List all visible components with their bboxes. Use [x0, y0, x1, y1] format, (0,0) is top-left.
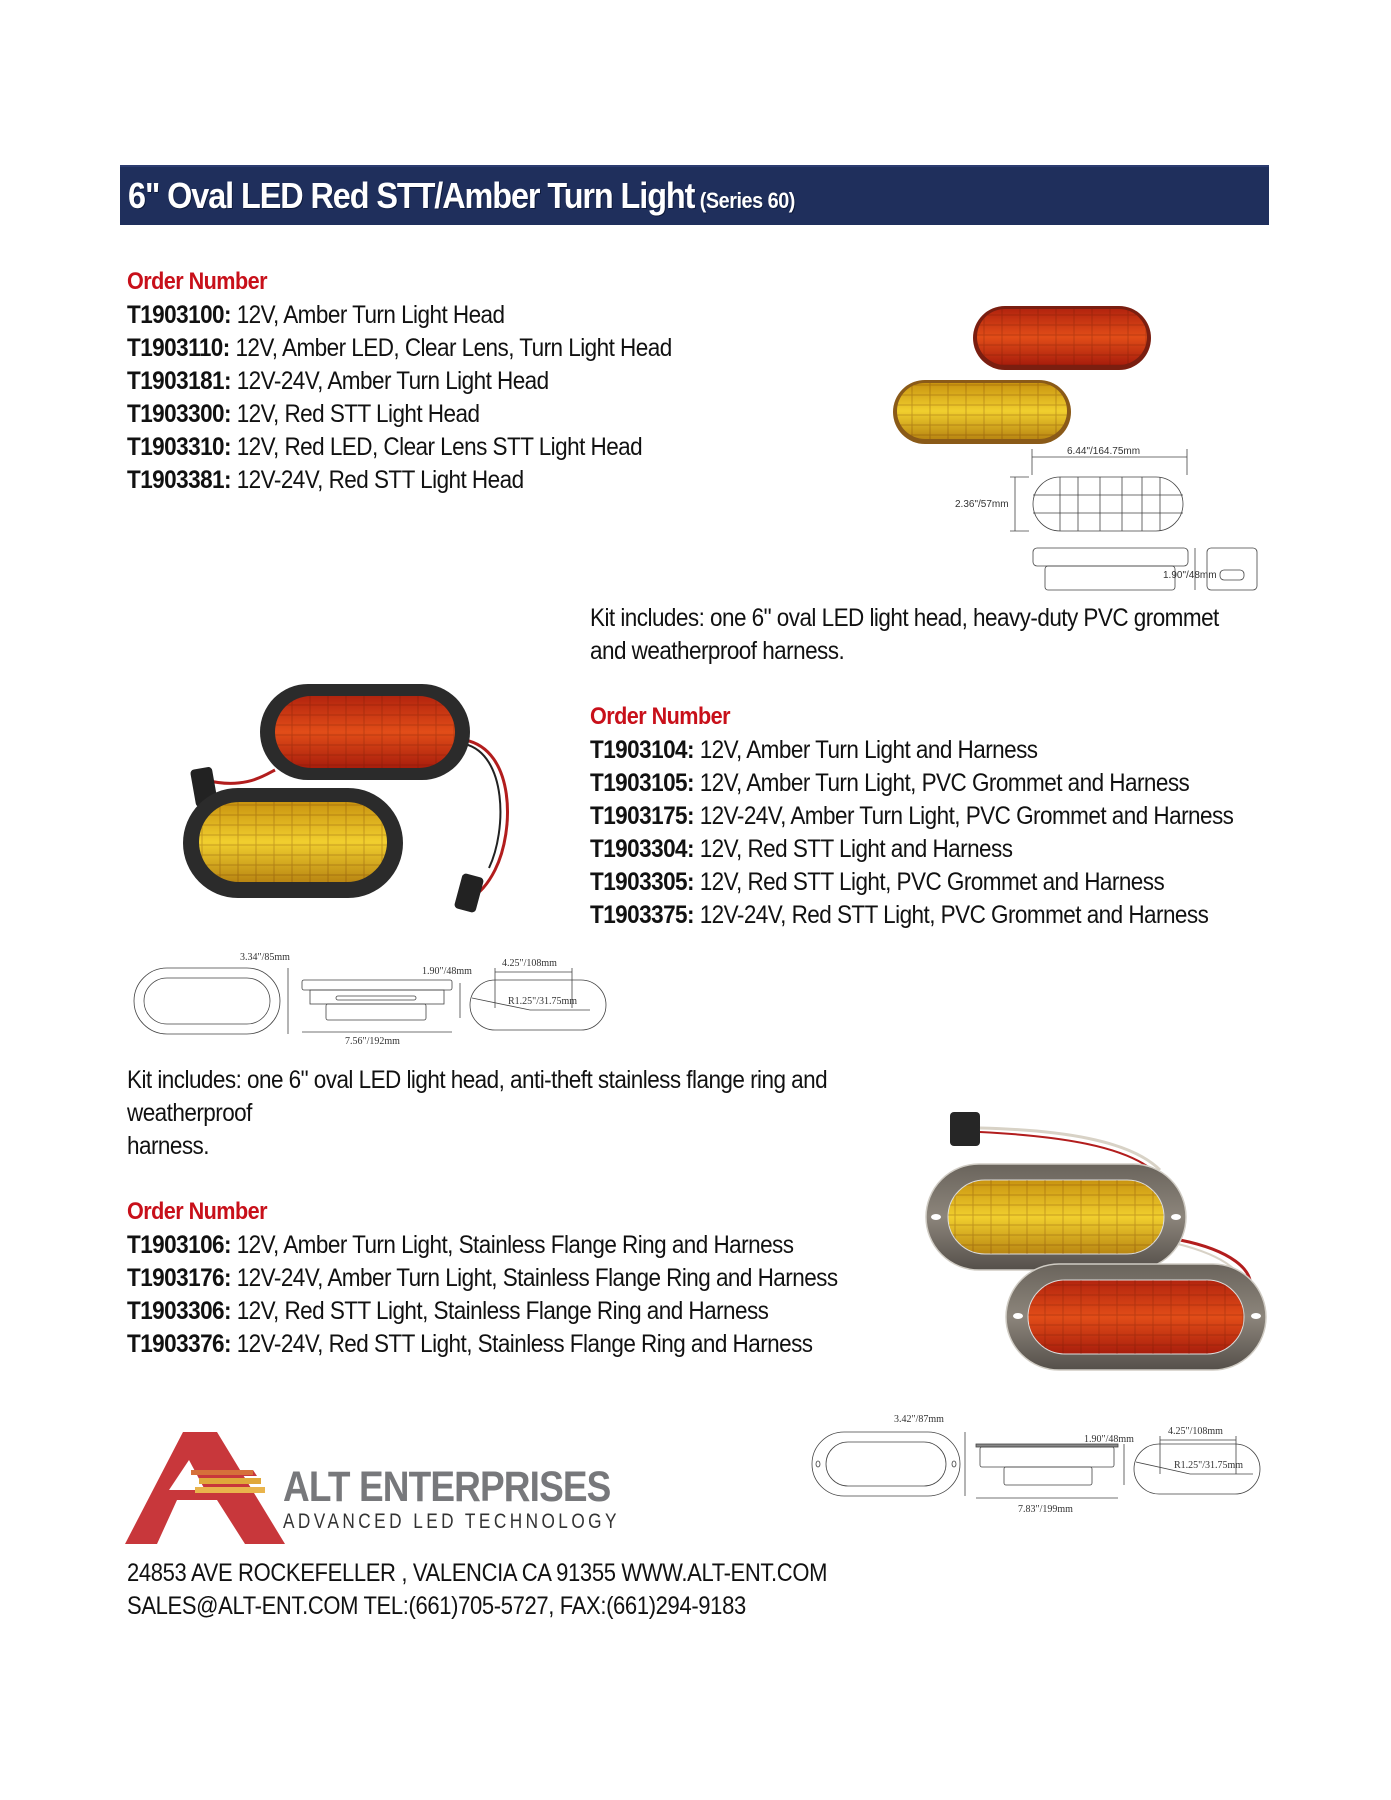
dimension-drawing-flange [808, 1408, 1268, 1518]
drawing-height-label: 2.36"/57mm [955, 499, 1009, 510]
page-title-bar [120, 165, 1269, 225]
order-code: T1903110: [127, 334, 230, 362]
drawing-depth-label: 1.90"/48mm [1163, 570, 1217, 581]
drawing-length-label: 7.56"/192mm [345, 1036, 400, 1047]
drawing-depth-label: 1.90"/48mm [422, 966, 472, 977]
order-desc: 12V-24V, Red STT Light Head [230, 466, 524, 494]
drawing-height-label: 3.34"/85mm [240, 952, 290, 963]
order-desc: 12V-24V, Amber Turn Light Head [230, 367, 549, 395]
order-desc: 12V, Red STT Light and Harness [693, 835, 1013, 863]
kit-description-line: and weatherproof harness. [590, 637, 845, 665]
order-code: T1903100: [127, 301, 231, 329]
company-contact: SALES@ALT-ENT.COM TEL:(661)705-5727, FAX:(661)294-9183 [127, 1592, 746, 1620]
drawing-span-label: 4.25"/108mm [1168, 1426, 1223, 1437]
order-desc: 12V-24V, Red STT Light, PVC Grommet and Harness [693, 901, 1209, 929]
company-name: ALT ENTERPRISES [283, 1463, 611, 1511]
order-code: T1903175: [590, 802, 694, 830]
page-title [128, 175, 795, 217]
order-item [590, 800, 1233, 833]
order-desc: 12V, Amber Turn Light Head [230, 301, 505, 329]
order-code: T1903381: [127, 466, 231, 494]
drawing-length-label: 7.83"/199mm [1018, 1504, 1073, 1515]
order-item [590, 833, 1233, 866]
company-logo-text [283, 1463, 694, 1534]
product-photo-flange-kit [910, 1100, 1280, 1390]
order-code: T1903176: [127, 1264, 231, 1292]
drawing-height-label: 3.42"/87mm [894, 1414, 944, 1425]
order-desc: 12V, Red STT Light, Stainless Flange Ring and Harness [230, 1297, 769, 1325]
order-code: T1903105: [590, 769, 694, 797]
order-item [590, 899, 1233, 932]
order-code: T1903305: [590, 868, 694, 896]
order-item [127, 431, 672, 464]
order-item [127, 299, 672, 332]
company-tagline: ADVANCED LED TECHNOLOGY [283, 1510, 620, 1533]
order-item [127, 1295, 838, 1328]
order-number-heading: Order Number [127, 1198, 267, 1225]
order-code: T1903306: [127, 1297, 231, 1325]
alt-logo-icon [125, 1432, 295, 1544]
order-desc: 12V, Red STT Light Head [230, 400, 480, 428]
section2-kit-description [590, 602, 1289, 668]
dimension-drawing-head [955, 445, 1275, 595]
order-code: T1903375: [590, 901, 694, 929]
section3-kit-description [127, 1064, 905, 1163]
order-list [590, 734, 1305, 932]
drawing-radius-label: R1.25"/31.75mm [508, 996, 578, 1007]
order-desc: 12V-24V, Red STT Light, Stainless Flange Ring and Harness [230, 1330, 813, 1358]
kit-description-line: Kit includes: one 6" oval LED light head, heavy-duty PVC grommet [590, 604, 1219, 632]
order-code: T1903304: [590, 835, 694, 863]
order-code: T1903310: [127, 433, 231, 461]
order-code: T1903376: [127, 1330, 231, 1358]
order-item [127, 365, 672, 398]
order-list [127, 299, 732, 497]
section1-orders [127, 268, 732, 497]
order-item [590, 866, 1233, 899]
section3-orders [127, 1198, 917, 1361]
order-number-heading: Order Number [127, 268, 267, 295]
order-list [127, 1229, 917, 1361]
order-desc: 12V, Red LED, Clear Lens STT Light Head [230, 433, 643, 461]
order-code: T1903106: [127, 1231, 231, 1259]
drawing-width-label: 6.44"/164.75mm [1067, 446, 1141, 457]
order-number-heading: Order Number [590, 703, 730, 730]
title-series: (Series 60) [699, 188, 795, 213]
product-photo-grommet-kit [175, 680, 545, 920]
dimension-drawing-grommet [130, 938, 620, 1048]
order-item [127, 1262, 838, 1295]
order-item [127, 1229, 838, 1262]
order-desc: 12V, Amber LED, Clear Lens, Turn Light Head [229, 334, 672, 362]
order-desc: 12V, Amber Turn Light and Harness [693, 736, 1038, 764]
order-code: T1903104: [590, 736, 694, 764]
order-item [127, 464, 672, 497]
order-item [590, 734, 1233, 767]
drawing-radius-label: R1.25"/31.75mm [1174, 1460, 1244, 1471]
product-photo-light-heads [885, 290, 1185, 450]
kit-description-line: harness. [127, 1132, 209, 1160]
order-desc: 12V-24V, Amber Turn Light, PVC Grommet and Harness [693, 802, 1234, 830]
order-code: T1903181: [127, 367, 231, 395]
section2-orders [590, 703, 1305, 932]
kit-description-line: Kit includes: one 6" oval LED light head, anti-theft stainless flange ring and [127, 1066, 828, 1094]
company-address: 24853 AVE ROCKEFELLER , VALENCIA CA 91355 WWW.ALT-ENT.COM [127, 1559, 828, 1587]
order-item [127, 398, 672, 431]
order-desc: 12V-24V, Amber Turn Light, Stainless Flange Ring and Harness [230, 1264, 838, 1292]
title-text: 6" Oval LED Red STT/Amber Turn Light [128, 175, 695, 216]
order-code: T1903300: [127, 400, 231, 428]
order-item [127, 332, 672, 365]
order-desc: 12V, Red STT Light, PVC Grommet and Harness [693, 868, 1165, 896]
drawing-depth-label: 1.90"/48mm [1084, 1434, 1134, 1445]
contact-block [127, 1557, 923, 1623]
order-desc: 12V, Amber Turn Light, PVC Grommet and Harness [693, 769, 1190, 797]
order-desc: 12V, Amber Turn Light, Stainless Flange Ring and Harness [230, 1231, 794, 1259]
kit-description-line: weatherproof [127, 1099, 252, 1127]
order-item [590, 767, 1233, 800]
order-item [127, 1328, 838, 1361]
drawing-span-label: 4.25"/108mm [502, 958, 557, 969]
